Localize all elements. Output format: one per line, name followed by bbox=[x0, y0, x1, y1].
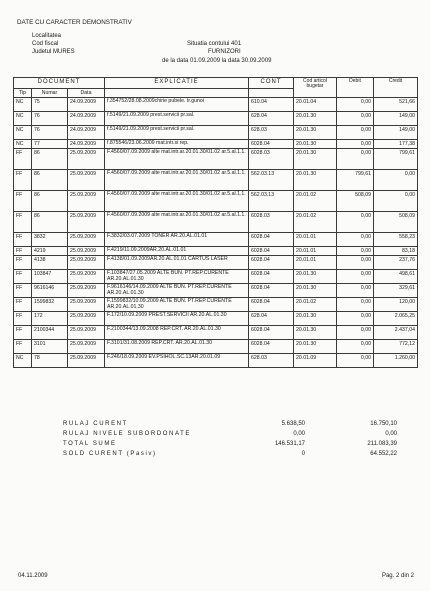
print-date: 04.11.2009 bbox=[18, 573, 48, 579]
cell-explicatie: F.103847/27.05.2009 ALTE BUN. PT.REP.CURENTE AR.20.AL.01.30 bbox=[105, 270, 249, 284]
cell-debit: 0,00 bbox=[337, 112, 374, 126]
cell-explicatie: f.5149/21.09.2009 prest.servicii pr.sal. bbox=[105, 126, 249, 140]
cell-credit: 508,09 bbox=[374, 212, 418, 233]
table-row bbox=[14, 140, 418, 149]
cell-explicatie: F.4560/07.09.2009 alte mat.intr.ar.20.01.30/01.02 ar.5.al.1.1. bbox=[105, 191, 249, 212]
totals-block bbox=[63, 420, 397, 460]
cell-cont: 628.04 bbox=[249, 112, 294, 126]
cell-debit: 0,00 bbox=[337, 270, 374, 284]
cell-data: 25.09.2009 bbox=[68, 270, 105, 284]
cell-explicatie: f.5149/21.09.2009 prest.servicii pr.sal. bbox=[105, 112, 249, 126]
cell-cont: 6028.04 bbox=[249, 298, 294, 312]
cell-cod-articol: 20.01.30 bbox=[294, 326, 337, 340]
cell-debit: 0,00 bbox=[337, 140, 374, 149]
cell-debit: 0,00 bbox=[337, 326, 374, 340]
cell-numar: 9616146 bbox=[32, 284, 68, 298]
cell-cod-articol: 20.01.30 bbox=[294, 149, 337, 170]
cell-cod-articol: 20.01.30 bbox=[294, 284, 337, 298]
document-title: DATE CU CARACTER DEMONSTRATIV bbox=[17, 19, 132, 26]
cell-data: 25.09.2009 bbox=[68, 149, 105, 170]
cell-tip: FF bbox=[14, 170, 32, 191]
cell-numar: 86 bbox=[32, 149, 68, 170]
cell-data: 25.09.2009 bbox=[68, 354, 105, 368]
cell-explicatie: F.4560/07.09.2009 alte mat.intr.ar.20.01.30/01.02 ar.5.al.1.1. bbox=[105, 170, 249, 191]
cell-credit: 558,23 bbox=[374, 233, 418, 247]
cell-data: 25.09.2009 bbox=[68, 256, 105, 270]
total-row bbox=[63, 440, 397, 450]
cell-debit: 0,00 bbox=[337, 312, 374, 326]
page-number: Pag. 2 din 2 bbox=[381, 573, 414, 579]
cell-data: 25.09.2009 bbox=[68, 326, 105, 340]
cell-data: 25.09.2009 bbox=[68, 298, 105, 312]
cell-data: 25.09.2009 bbox=[68, 340, 105, 354]
total-row bbox=[63, 420, 397, 430]
explicatie-header: EXPLICATIE bbox=[105, 78, 249, 89]
cell-tip: FF bbox=[14, 212, 32, 233]
cell-data: 25.09.2009 bbox=[68, 312, 105, 326]
tip-header: Tip bbox=[14, 89, 32, 98]
cell-numar: 3832 bbox=[32, 233, 68, 247]
cell-tip: NC bbox=[14, 126, 32, 140]
cell-tip: NC bbox=[14, 98, 32, 112]
cell-tip: FF bbox=[14, 298, 32, 312]
cell-data: 24.09.2009 bbox=[68, 126, 105, 140]
table-row bbox=[14, 170, 418, 191]
cell-debit: 799,61 bbox=[337, 170, 374, 191]
cell-numar: 1599832 bbox=[32, 298, 68, 312]
cell-cont: 6028.03 bbox=[249, 212, 294, 233]
debit-header: Debit bbox=[337, 78, 374, 98]
cell-cod-articol: 20.01.30 bbox=[294, 126, 337, 140]
explicatie-subheader bbox=[105, 89, 249, 98]
cell-credit: 2.065,25 bbox=[374, 312, 418, 326]
cod-articol-header: Cod articol bugetar bbox=[294, 78, 337, 98]
cell-tip: FF bbox=[14, 247, 32, 256]
cell-credit: 0,00 bbox=[374, 170, 418, 191]
data-header: Data bbox=[68, 89, 105, 98]
localitatea-label: Localitatea bbox=[32, 33, 62, 39]
cell-numar: 76 bbox=[32, 112, 68, 126]
cell-tip: FF bbox=[14, 191, 32, 212]
cell-cont: 6028.04 bbox=[249, 284, 294, 298]
cell-tip: FF bbox=[14, 312, 32, 326]
cell-credit: 521,66 bbox=[374, 98, 418, 112]
cell-credit: 0,00 bbox=[374, 191, 418, 212]
cell-explicatie: f.354752/28.08.2009chirie pubele. tr.gunoi bbox=[105, 98, 249, 112]
table-row bbox=[14, 326, 418, 340]
cell-debit: 0,00 bbox=[337, 149, 374, 170]
report-subtitle: FURNIZORI bbox=[208, 49, 241, 55]
total-label: SOLD CURENT (Pasiv) bbox=[63, 451, 157, 457]
cell-numar: 86 bbox=[32, 170, 68, 191]
cell-cont: 6028.04 bbox=[249, 247, 294, 256]
cell-explicatie: F.3101/31.08.2009 REP.CRT. AR.20.AL.01.30 bbox=[105, 340, 249, 354]
cell-data: 25.09.2009 bbox=[68, 284, 105, 298]
cell-explicatie: F.172/10.09.2009 PREST.SERVICII AR.20.AL.01.30 bbox=[105, 312, 249, 326]
table-row bbox=[14, 270, 418, 284]
cell-explicatie: F.4138/01.09.2009AR.20.AL.01.01 CARTUS LASER bbox=[105, 256, 249, 270]
table-row bbox=[14, 98, 418, 112]
cell-data: 25.09.2009 bbox=[68, 170, 105, 191]
cell-tip: FF bbox=[14, 326, 32, 340]
cell-numar: 86 bbox=[32, 212, 68, 233]
cell-explicatie: F.3832/03.07.2009 TONER AR.20.AL.01.01 bbox=[105, 233, 249, 247]
cell-data: 25.09.2009 bbox=[68, 191, 105, 212]
total-credit: 16.750,10 bbox=[370, 421, 397, 427]
cell-tip: FF bbox=[14, 233, 32, 247]
total-credit: 64.552,22 bbox=[370, 451, 397, 457]
cell-debit: 0,00 bbox=[337, 247, 374, 256]
report-period: de la data 01.09.2009 la data 30.09.2009 bbox=[162, 58, 272, 64]
total-debit: 0,00 bbox=[293, 431, 305, 437]
cell-numar: 78 bbox=[32, 354, 68, 368]
cell-data: 24.09.2009 bbox=[68, 98, 105, 112]
total-row bbox=[63, 450, 397, 460]
report-title: Situatia contului 401 bbox=[187, 41, 242, 47]
cell-credit: 149,00 bbox=[374, 112, 418, 126]
cell-credit: 149,00 bbox=[374, 126, 418, 140]
total-debit: 5.638,50 bbox=[281, 421, 305, 427]
cell-explicatie: F.9616146/14.09.2009 ALTE BUN. PT.REP.CURENTE AR.20.AL.01.30 bbox=[105, 284, 249, 298]
cell-cont: 628.03 bbox=[249, 354, 294, 368]
cell-tip: NC bbox=[14, 140, 32, 149]
cell-explicatie: F.1599832/10.09.2009 ALTE BUN. PT.REP.CURENTE AR.20.AL.01.30 bbox=[105, 298, 249, 312]
cell-debit: 0,00 bbox=[337, 298, 374, 312]
total-row bbox=[63, 430, 397, 440]
cell-debit: 0,00 bbox=[337, 212, 374, 233]
total-label: RULAJ NIVELE SUBORDONATE bbox=[63, 431, 191, 437]
table-row bbox=[14, 354, 418, 368]
cell-cod-articol: 20.01.30 bbox=[294, 270, 337, 284]
cell-cont: 6028.04 bbox=[249, 270, 294, 284]
cell-cod-articol: 20.01.02 bbox=[294, 298, 337, 312]
cell-explicatie: F.246/18.09.2009 EV.PSIHOL.SC.13AR.20.01.09 bbox=[105, 354, 249, 368]
cell-cont: 562.03.13 bbox=[249, 170, 294, 191]
total-credit: 211.083,39 bbox=[367, 441, 397, 447]
cell-data: 25.09.2009 bbox=[68, 233, 105, 247]
cell-cont: 6028.04 bbox=[249, 256, 294, 270]
cell-explicatie: F.2100344/13.09.2008 REP.CRT. AR.20.AL.01.30 bbox=[105, 326, 249, 340]
cell-cod-articol: 20.01.30 bbox=[294, 140, 337, 149]
cell-debit: 0,00 bbox=[337, 256, 374, 270]
cell-debit: 0,00 bbox=[337, 233, 374, 247]
cell-cod-articol: 20.01.01 bbox=[294, 247, 337, 256]
cell-cod-articol: 20.01.30 bbox=[294, 112, 337, 126]
cell-cont: 610.04 bbox=[249, 98, 294, 112]
cell-debit: 0,00 bbox=[337, 98, 374, 112]
cell-numar: 103847 bbox=[32, 270, 68, 284]
cell-cod-articol: 20.01.30 bbox=[294, 170, 337, 191]
cont-subheader bbox=[249, 89, 294, 98]
table-row bbox=[14, 112, 418, 126]
cell-credit: 329,61 bbox=[374, 284, 418, 298]
cell-tip: FF bbox=[14, 149, 32, 170]
cell-explicatie: f.875546/23.06.2009 mat.intr.si rep. bbox=[105, 140, 249, 149]
cell-cont: 562.03.13 bbox=[249, 191, 294, 212]
cell-numar: 75 bbox=[32, 98, 68, 112]
cell-numar: 2100344 bbox=[32, 326, 68, 340]
cell-explicatie: F.4219/11.09.2009AR.20.AL.01.01 bbox=[105, 247, 249, 256]
cell-debit: 0,00 bbox=[337, 340, 374, 354]
cell-numar: 76 bbox=[32, 126, 68, 140]
cell-cod-articol: 20.01.30 bbox=[294, 340, 337, 354]
cell-cont: 6028.04 bbox=[249, 326, 294, 340]
table-row bbox=[14, 247, 418, 256]
cell-credit: 177,38 bbox=[374, 140, 418, 149]
cell-credit: 2.437,04 bbox=[374, 326, 418, 340]
cell-debit: 508,09 bbox=[337, 191, 374, 212]
cell-debit: 0,00 bbox=[337, 284, 374, 298]
cell-numar: 77 bbox=[32, 140, 68, 149]
cell-credit: 1.260,00 bbox=[374, 354, 418, 368]
table-row bbox=[14, 312, 418, 326]
cell-tip: NC bbox=[14, 354, 32, 368]
cell-numar: 86 bbox=[32, 191, 68, 212]
table-row bbox=[14, 284, 418, 298]
cell-cod-articol: 20.01.30 bbox=[294, 312, 337, 326]
table-row bbox=[14, 126, 418, 140]
cell-explicatie: F.4560/07.09.2009 alte mat.intr.ar.20.01.30/01.02 ar.5.al.1.1. bbox=[105, 149, 249, 170]
cell-cod-articol: 20.01.09 bbox=[294, 354, 337, 368]
cell-cod-articol: 20.01.02 bbox=[294, 212, 337, 233]
cell-numar: 3101 bbox=[32, 340, 68, 354]
document-header: DOCUMENT bbox=[14, 78, 105, 89]
cell-data: 24.09.2009 bbox=[68, 112, 105, 126]
total-debit: 146.531,17 bbox=[274, 441, 305, 447]
cell-tip: FF bbox=[14, 270, 32, 284]
cell-cont: 6028.04 bbox=[249, 340, 294, 354]
table-row bbox=[14, 256, 418, 270]
table-row bbox=[14, 149, 418, 170]
table-row bbox=[14, 212, 418, 233]
cell-cod-articol: 20.01.01 bbox=[294, 233, 337, 247]
cod-fiscal-label: Cod fiscal bbox=[32, 41, 59, 47]
cell-numar: 4219 bbox=[32, 247, 68, 256]
cell-credit: 83,18 bbox=[374, 247, 418, 256]
table-row bbox=[14, 233, 418, 247]
cell-credit: 120,00 bbox=[374, 298, 418, 312]
cell-cont: 6028.03 bbox=[249, 149, 294, 170]
cell-cont: 6028.04 bbox=[249, 233, 294, 247]
table-row bbox=[14, 298, 418, 312]
cell-debit: 0,00 bbox=[337, 126, 374, 140]
numar-header: Numar bbox=[32, 89, 68, 98]
table-row bbox=[14, 340, 418, 354]
cell-cod-articol: 20.01.02 bbox=[294, 191, 337, 212]
cell-cod-articol: 20.01.04 bbox=[294, 98, 337, 112]
judetul-label: Judetul MURES bbox=[32, 49, 75, 55]
cell-cont: 6028.04 bbox=[249, 140, 294, 149]
cell-tip: FF bbox=[14, 284, 32, 298]
cell-numar: 4138 bbox=[32, 256, 68, 270]
cell-cod-articol: 20.01.01 bbox=[294, 256, 337, 270]
cell-explicatie: F.4560/07.09.2009 alte mat.intr.ar.20.01.30/01.02 ar.5.al.1.1. bbox=[105, 212, 249, 233]
total-credit: 0,00 bbox=[385, 431, 397, 437]
cell-cont: 628.03 bbox=[249, 126, 294, 140]
cell-tip: FF bbox=[14, 256, 32, 270]
credit-header: Credit bbox=[374, 78, 418, 98]
cell-debit: 0,00 bbox=[337, 354, 374, 368]
cell-tip: FF bbox=[14, 340, 32, 354]
table-row bbox=[14, 191, 418, 212]
cell-credit: 237,76 bbox=[374, 256, 418, 270]
total-debit: 0 bbox=[301, 451, 305, 457]
total-label: TOTAL SUME bbox=[63, 441, 117, 447]
cont-header: CONT bbox=[249, 78, 294, 89]
cell-tip: NC bbox=[14, 112, 32, 126]
total-label: RULAJ CURENT bbox=[63, 421, 128, 427]
ledger-table bbox=[13, 77, 418, 368]
cell-credit: 799,61 bbox=[374, 149, 418, 170]
cell-cont: 628.04 bbox=[249, 312, 294, 326]
cell-data: 25.09.2009 bbox=[68, 212, 105, 233]
cell-data: 24.09.2009 bbox=[68, 140, 105, 149]
cell-credit: 498,61 bbox=[374, 270, 418, 284]
cell-numar: 172 bbox=[32, 312, 68, 326]
cell-data: 25.09.2009 bbox=[68, 247, 105, 256]
cell-credit: 772,12 bbox=[374, 340, 418, 354]
